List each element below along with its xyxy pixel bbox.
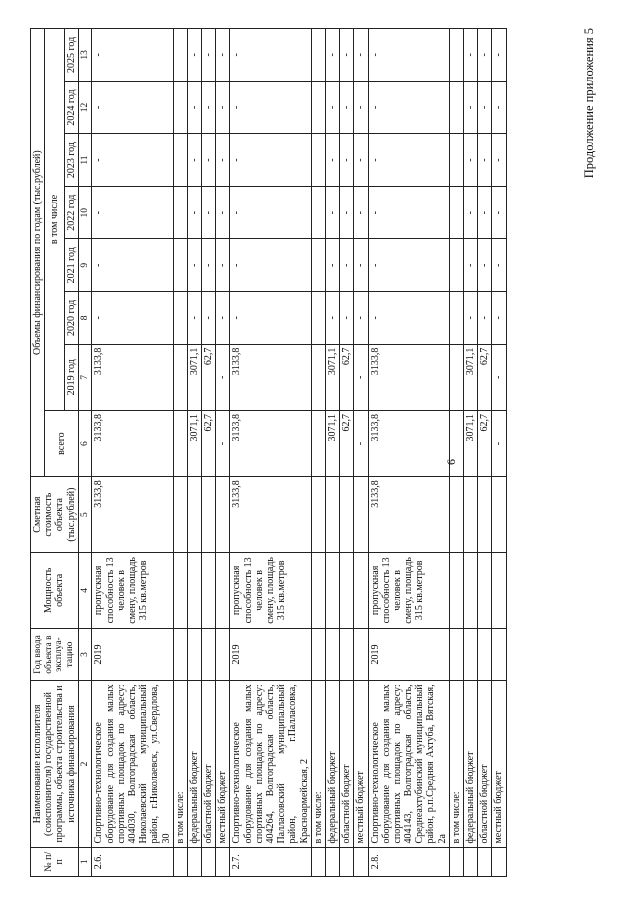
regional-budget-year-value: 62,7 — [340, 344, 354, 410]
empty-cell — [311, 344, 325, 410]
empty-cell — [173, 292, 187, 345]
empty-cell — [216, 628, 230, 681]
federal-budget-year-value: - — [187, 239, 201, 292]
funding-year-value: - — [368, 134, 449, 187]
empty-cell — [216, 552, 230, 628]
regional-budget-label: областной бюджет — [202, 681, 216, 847]
regional-budget-year-value: - — [202, 29, 216, 82]
federal-budget-total: 3071,1 — [187, 410, 201, 476]
empty-cell — [340, 477, 354, 553]
empty-cell — [187, 847, 201, 876]
federal-budget-year-value: 3071,1 — [325, 344, 339, 410]
empty-cell — [449, 410, 463, 476]
federal-budget-year-value: 3071,1 — [187, 344, 201, 410]
table-row-federal-budget — [464, 29, 478, 877]
empty-cell — [340, 552, 354, 628]
empty-cell — [325, 477, 339, 553]
column-number: 10 — [78, 186, 92, 239]
funding-year-value: - — [92, 134, 173, 187]
regional-budget-year-value: 62,7 — [478, 344, 492, 410]
empty-cell — [464, 628, 478, 681]
column-number: 7 — [78, 344, 92, 410]
empty-cell — [187, 628, 201, 681]
federal-budget-year-value: - — [464, 29, 478, 82]
local-budget-year-value: - — [354, 134, 368, 187]
funding-year-value: - — [230, 81, 311, 134]
local-budget-year-value: - — [216, 239, 230, 292]
empty-cell — [354, 552, 368, 628]
empty-cell — [478, 847, 492, 876]
empty-cell — [449, 628, 463, 681]
empty-cell — [464, 552, 478, 628]
table-row-object — [368, 29, 449, 877]
header-total: всего — [45, 410, 79, 476]
empty-cell — [492, 847, 506, 876]
funding-year-value: - — [230, 292, 311, 345]
empty-cell — [311, 552, 325, 628]
federal-budget-year-value: - — [187, 81, 201, 134]
row-number: 2.8. — [368, 847, 449, 876]
federal-budget-year-value: - — [464, 292, 478, 345]
local-budget-year-value: - — [216, 292, 230, 345]
funding-year-value: - — [368, 186, 449, 239]
regional-budget-year-value: - — [202, 239, 216, 292]
local-budget-year-value: - — [492, 29, 506, 82]
table-row-regional-budget — [478, 29, 492, 877]
local-budget-year-value: - — [216, 186, 230, 239]
local-budget-year-value: - — [354, 292, 368, 345]
including-label: в том числе: — [449, 681, 463, 847]
empty-cell — [311, 292, 325, 345]
empty-cell — [449, 134, 463, 187]
federal-budget-year-value: 3071,1 — [464, 344, 478, 410]
empty-cell — [173, 239, 187, 292]
empty-cell — [311, 81, 325, 134]
object-capacity: пропускная способность 13 человек в смену, площадь 315 кв.метров — [92, 552, 173, 628]
funding-year-value: - — [92, 81, 173, 134]
regional-budget-year-value: - — [478, 29, 492, 82]
federal-budget-year-value: - — [187, 292, 201, 345]
federal-budget-year-value: - — [325, 239, 339, 292]
object-capacity: пропускная способность 13 человек в смену, площадь 315 кв.метров — [230, 552, 311, 628]
funding-year-value: 3133,8 — [368, 344, 449, 410]
empty-cell — [202, 552, 216, 628]
column-number: 8 — [78, 292, 92, 345]
federal-budget-year-value: - — [325, 134, 339, 187]
header-including: в том числе — [45, 29, 64, 411]
column-number-row — [78, 29, 92, 877]
empty-cell — [173, 81, 187, 134]
local-budget-year-value: - — [492, 239, 506, 292]
regional-budget-year-value: - — [340, 186, 354, 239]
funding-year-value: 3133,8 — [92, 344, 173, 410]
regional-budget-total: 62,7 — [340, 410, 354, 476]
empty-cell — [325, 552, 339, 628]
empty-cell — [311, 239, 325, 292]
local-budget-year-value: - — [354, 186, 368, 239]
column-number: 2 — [78, 681, 92, 847]
table-row-local-budget — [354, 29, 368, 877]
empty-cell — [492, 628, 506, 681]
local-budget-label: местный бюджет — [492, 681, 506, 847]
empty-cell — [311, 628, 325, 681]
table-header — [31, 29, 92, 877]
header-year: 2020 год — [64, 292, 78, 345]
empty-cell — [478, 628, 492, 681]
object-name: Спортивно-технологическое оборудование для создания малых спортивных площадок по адресу: 404264, Волгоградская область, Палласовский муниципальный район, г.Палласовка, Красноармейская, 2 — [230, 681, 311, 847]
funding-year-value: - — [368, 239, 449, 292]
commissioning-year: 2019 — [368, 628, 449, 681]
page-number: 6 — [444, 459, 458, 465]
table-body — [92, 29, 506, 877]
empty-cell — [449, 29, 463, 82]
column-number: 6 — [78, 410, 92, 476]
column-number: 12 — [78, 81, 92, 134]
commissioning-year: 2019 — [92, 628, 173, 681]
regional-budget-year-value: - — [340, 239, 354, 292]
empty-cell — [173, 477, 187, 553]
empty-cell — [478, 552, 492, 628]
local-budget-year-value: - — [354, 81, 368, 134]
regional-budget-year-value: - — [478, 239, 492, 292]
funding-year-value: - — [92, 186, 173, 239]
federal-budget-year-value: - — [325, 292, 339, 345]
regional-budget-year-value: - — [478, 81, 492, 134]
empty-cell — [173, 134, 187, 187]
empty-cell — [173, 847, 187, 876]
local-budget-label: местный бюджет — [354, 681, 368, 847]
local-budget-year-value: - — [216, 134, 230, 187]
column-number: 4 — [78, 552, 92, 628]
funding-year-value: - — [92, 292, 173, 345]
local-budget-year-value: - — [354, 344, 368, 410]
funding-year-value: - — [230, 239, 311, 292]
commissioning-year: 2019 — [230, 628, 311, 681]
header-year-in: Год ввода объекта в эксплуа-тацию — [31, 628, 79, 681]
regional-budget-year-value: - — [340, 292, 354, 345]
empty-cell — [354, 628, 368, 681]
local-budget-year-value: - — [354, 239, 368, 292]
local-budget-year-value: - — [492, 344, 506, 410]
column-number: 1 — [78, 847, 92, 876]
header-year: 2025 год — [64, 29, 78, 82]
empty-cell — [449, 186, 463, 239]
table-row-including — [449, 29, 463, 877]
regional-budget-year-value: - — [340, 29, 354, 82]
federal-budget-year-value: - — [325, 29, 339, 82]
federal-budget-year-value: - — [187, 186, 201, 239]
federal-budget-year-value: - — [325, 81, 339, 134]
empty-cell — [354, 477, 368, 553]
local-budget-year-value: - — [216, 81, 230, 134]
header-funding: Объемы финансирования по годам (тыс.рублей) — [31, 29, 45, 477]
including-label: в том числе: — [173, 681, 187, 847]
table-row-object — [92, 29, 173, 877]
table-row-federal-budget — [187, 29, 201, 877]
header-num: № п/п — [31, 847, 79, 876]
object-capacity: пропускная способность 13 человек в смену, площадь 315 кв.метров — [368, 552, 449, 628]
empty-cell — [492, 477, 506, 553]
empty-cell — [449, 292, 463, 345]
column-number: 3 — [78, 628, 92, 681]
financing-table — [30, 28, 507, 877]
empty-cell — [202, 628, 216, 681]
header-year: 2019 год — [64, 344, 78, 410]
column-number: 13 — [78, 29, 92, 82]
estimated-cost: 3133,8 — [92, 477, 173, 553]
empty-cell — [311, 134, 325, 187]
regional-budget-year-value: - — [202, 292, 216, 345]
regional-budget-year-value: - — [478, 186, 492, 239]
regional-budget-total: 62,7 — [478, 410, 492, 476]
regional-budget-year-value: 62,7 — [202, 344, 216, 410]
empty-cell — [340, 628, 354, 681]
funding-total: 3133,8 — [92, 410, 173, 476]
empty-cell — [311, 29, 325, 82]
federal-budget-year-value: - — [325, 186, 339, 239]
including-label: в том числе: — [311, 681, 325, 847]
header-year: 2021 год — [64, 239, 78, 292]
regional-budget-year-value: - — [202, 134, 216, 187]
regional-budget-year-value: - — [478, 134, 492, 187]
federal-budget-year-value: - — [464, 239, 478, 292]
funding-total: 3133,8 — [230, 410, 311, 476]
federal-budget-year-value: - — [464, 186, 478, 239]
empty-cell — [325, 628, 339, 681]
row-number: 2.6. — [92, 847, 173, 876]
table-row-federal-budget — [325, 29, 339, 877]
local-budget-label: местный бюджет — [216, 681, 230, 847]
funding-year-value: - — [368, 29, 449, 82]
local-budget-total: - — [492, 410, 506, 476]
funding-total: 3133,8 — [368, 410, 449, 476]
regional-budget-year-value: - — [202, 186, 216, 239]
regional-budget-year-value: - — [340, 81, 354, 134]
table-row-including — [173, 29, 187, 877]
local-budget-year-value: - — [216, 29, 230, 82]
funding-year-value: - — [92, 29, 173, 82]
federal-budget-year-value: - — [464, 81, 478, 134]
federal-budget-total: 3071,1 — [325, 410, 339, 476]
empty-cell — [325, 847, 339, 876]
empty-cell — [216, 847, 230, 876]
regional-budget-label: областной бюджет — [340, 681, 354, 847]
object-name: Спортивно-технологическое оборудование для создания малых спортивных площадок по адресу: 404030, Волгоградская область, Николаевский муниципальный район, г.Николаевск, ул.Свердлова, 30 — [92, 681, 173, 847]
empty-cell — [464, 477, 478, 553]
funding-year-value: - — [230, 186, 311, 239]
column-number: 9 — [78, 239, 92, 292]
header-year: 2022 год — [64, 186, 78, 239]
empty-cell — [311, 186, 325, 239]
local-budget-year-value: - — [354, 29, 368, 82]
empty-cell — [449, 81, 463, 134]
table-row-regional-budget — [202, 29, 216, 877]
empty-cell — [464, 847, 478, 876]
header-name: Наименование исполнителя (соисполнителя) государственной программы, объекта строительства и источника финансирования — [31, 681, 79, 847]
local-budget-year-value: - — [216, 344, 230, 410]
local-budget-year-value: - — [492, 292, 506, 345]
column-number: 11 — [78, 134, 92, 187]
table-row-object — [230, 29, 311, 877]
regional-budget-label: областной бюджет — [478, 681, 492, 847]
local-budget-total: - — [354, 410, 368, 476]
federal-budget-year-value: - — [464, 134, 478, 187]
local-budget-year-value: - — [492, 134, 506, 187]
empty-cell — [449, 239, 463, 292]
empty-cell — [449, 847, 463, 876]
column-number: 5 — [78, 477, 92, 553]
row-number: 2.7. — [230, 847, 311, 876]
empty-cell — [478, 477, 492, 553]
funding-year-value: 3133,8 — [230, 344, 311, 410]
empty-cell — [173, 410, 187, 476]
empty-cell — [202, 477, 216, 553]
funding-year-value: - — [368, 81, 449, 134]
empty-cell — [311, 477, 325, 553]
federal-budget-label: федеральный бюджет — [464, 681, 478, 847]
empty-cell — [449, 344, 463, 410]
table-row-including — [311, 29, 325, 877]
header-cost: Сметная стоимость объекта (тыс.рублей) — [31, 477, 79, 553]
regional-budget-year-value: - — [340, 134, 354, 187]
empty-cell — [449, 477, 463, 553]
empty-cell — [216, 477, 230, 553]
federal-budget-year-value: - — [187, 134, 201, 187]
empty-cell — [311, 847, 325, 876]
regional-budget-year-value: - — [478, 292, 492, 345]
estimated-cost: 3133,8 — [230, 477, 311, 553]
header-capacity: Мощность объекта — [31, 552, 79, 628]
empty-cell — [354, 847, 368, 876]
funding-year-value: - — [230, 29, 311, 82]
funding-year-value: - — [230, 134, 311, 187]
empty-cell — [173, 552, 187, 628]
empty-cell — [187, 552, 201, 628]
funding-year-value: - — [368, 292, 449, 345]
appendix-continuation-note: Продолжение приложения 5 — [582, 28, 596, 179]
empty-cell — [173, 344, 187, 410]
estimated-cost: 3133,8 — [368, 477, 449, 553]
local-budget-year-value: - — [492, 81, 506, 134]
table-row-local-budget — [216, 29, 230, 877]
table-row-local-budget — [492, 29, 506, 877]
federal-budget-year-value: - — [187, 29, 201, 82]
empty-cell — [340, 847, 354, 876]
table-row-regional-budget — [340, 29, 354, 877]
federal-budget-label: федеральный бюджет — [187, 681, 201, 847]
object-name: Спортивно-технологическое оборудование для создания малых спортивных площадок по адресу: 404143, Волгоградская область, Среднеахтубинский муниципальный район, р.п.Средняя Ахтуба, Вятская, 2а — [368, 681, 449, 847]
regional-budget-year-value: - — [202, 81, 216, 134]
local-budget-year-value: - — [492, 186, 506, 239]
federal-budget-label: федеральный бюджет — [325, 681, 339, 847]
empty-cell — [173, 186, 187, 239]
empty-cell — [173, 628, 187, 681]
empty-cell — [449, 552, 463, 628]
header-year: 2024 год — [64, 81, 78, 134]
empty-cell — [492, 552, 506, 628]
empty-cell — [187, 477, 201, 553]
local-budget-total: - — [216, 410, 230, 476]
empty-cell — [311, 410, 325, 476]
empty-cell — [202, 847, 216, 876]
federal-budget-total: 3071,1 — [464, 410, 478, 476]
empty-cell — [173, 29, 187, 82]
funding-year-value: - — [92, 239, 173, 292]
regional-budget-total: 62,7 — [202, 410, 216, 476]
header-year: 2023 год — [64, 134, 78, 187]
